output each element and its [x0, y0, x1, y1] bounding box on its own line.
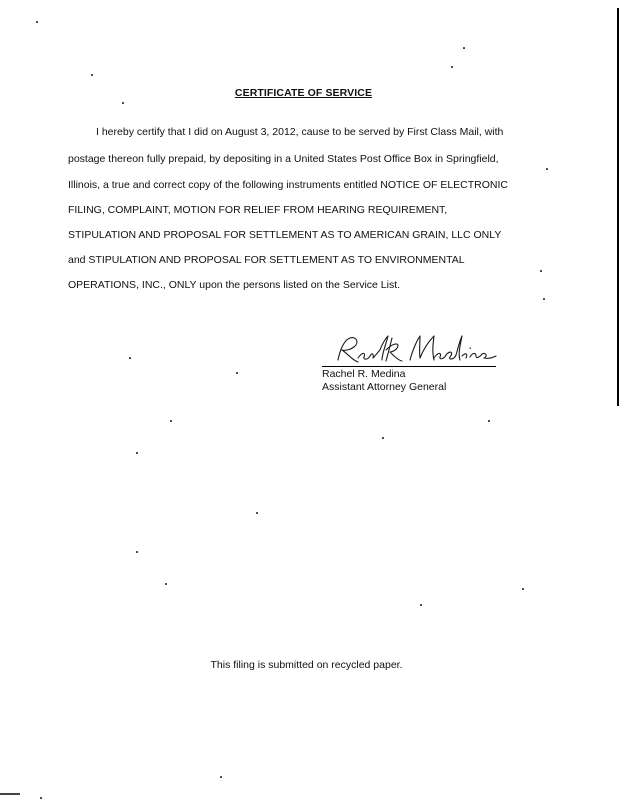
recycled-paper-note: This filing is submitted on recycled paper.: [210, 659, 403, 671]
signature-line: [322, 366, 496, 367]
scan-speck: [165, 583, 167, 585]
signer-title: Assistant Attorney General: [322, 381, 447, 393]
scan-speck: [463, 47, 465, 49]
body-line-4: FILING, COMPLAINT, MOTION FOR RELIEF FROM HEARING REQUIREMENT,: [68, 204, 448, 216]
scan-speck: [91, 74, 93, 76]
body-line-7: OPERATIONS, INC., ONLY upon the persons listed on the Service List.: [68, 279, 401, 291]
scan-speck: [543, 298, 545, 300]
scan-speck: [220, 776, 222, 778]
scan-speck: [522, 588, 524, 590]
scan-speck: [170, 420, 172, 422]
document-title: CERTIFICATE OF SERVICE: [234, 87, 373, 99]
scan-speck: [36, 21, 38, 23]
scan-speck: [546, 168, 548, 170]
scan-speck: [256, 512, 258, 514]
body-line-6: and STIPULATION AND PROPOSAL FOR SETTLEMENT AS TO ENVIRONMENTAL: [68, 254, 465, 266]
scan-speck: [540, 270, 542, 272]
scan-edge-line: [617, 8, 619, 406]
body-line-5: STIPULATION AND PROPOSAL FOR SETTLEMENT AS TO AMERICAN GRAIN, LLC ONLY: [68, 229, 502, 241]
body-line-3: Illinois, a true and correct copy of the following instruments entitled NOTICE OF ELECTRONIC: [68, 179, 509, 191]
scan-speck: [236, 372, 238, 374]
scan-speck: [129, 357, 131, 359]
scan-speck: [136, 452, 138, 454]
scan-speck: [136, 551, 138, 553]
body-line-1: I hereby certify that I did on August 3, 2012, cause to be served by First Class Mail, with: [96, 126, 504, 138]
scan-speck: [382, 437, 384, 439]
signer-name: Rachel R. Medina: [322, 368, 406, 380]
scan-speck: [122, 102, 124, 104]
handwritten-signature: [320, 330, 500, 370]
scan-speck: [420, 604, 422, 606]
scan-edge-mark: [0, 793, 20, 795]
scan-speck: [488, 420, 490, 422]
scan-speck: [451, 66, 453, 68]
scan-speck: [40, 797, 42, 799]
body-line-2: postage thereon fully prepaid, by depositing in a United States Post Office Box in Springfield,: [68, 153, 499, 165]
